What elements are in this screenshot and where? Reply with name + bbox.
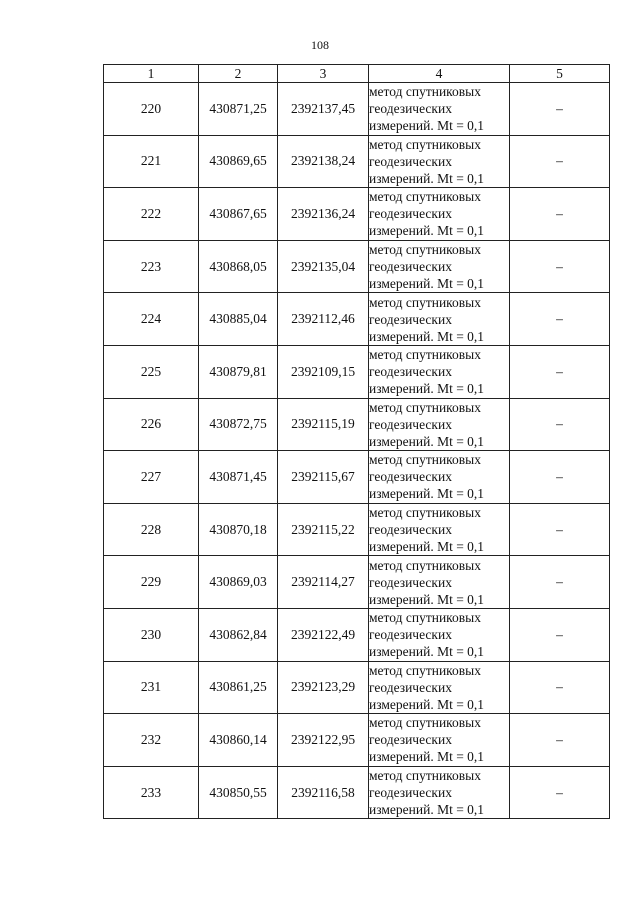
table-row: [104, 293, 610, 346]
point-number: 221: [104, 135, 199, 188]
coordinate-x: 430850,55: [199, 766, 278, 819]
method-line-3: измерений. Mt = 0,1: [369, 118, 485, 134]
method-line-2: геодезических: [369, 732, 452, 748]
coordinate-x: 430862,84: [199, 608, 278, 661]
table-row: [104, 503, 610, 556]
method-cell: [369, 608, 510, 661]
column-5-value: –: [510, 503, 610, 556]
column-5-value: –: [510, 661, 610, 714]
coordinate-y: 2392137,45: [278, 83, 369, 136]
table-row: [104, 661, 610, 714]
coordinate-y: 2392112,46: [278, 293, 369, 346]
point-number: 223: [104, 240, 199, 293]
method-line-3: измерений. Mt = 0,1: [369, 749, 485, 765]
table-row: [104, 556, 610, 609]
point-number: 229: [104, 556, 199, 609]
point-number: 224: [104, 293, 199, 346]
table-row: [104, 135, 610, 188]
point-number: 226: [104, 398, 199, 451]
column-5-value: –: [510, 608, 610, 661]
method-line-1: метод спутниковых: [369, 84, 481, 100]
point-number: 231: [104, 661, 199, 714]
coordinate-y: 2392115,19: [278, 398, 369, 451]
method-cell: [369, 661, 510, 714]
method-cell: [369, 293, 510, 346]
method-cell: [369, 345, 510, 398]
point-number: 225: [104, 345, 199, 398]
coordinate-y: 2392138,24: [278, 135, 369, 188]
coordinate-x: 430868,05: [199, 240, 278, 293]
coordinate-y: 2392116,58: [278, 766, 369, 819]
table-row: [104, 345, 610, 398]
coordinate-y: 2392115,67: [278, 451, 369, 504]
point-number: 230: [104, 608, 199, 661]
method-line-3: измерений. Mt = 0,1: [369, 696, 485, 712]
coordinate-x: 430861,25: [199, 661, 278, 714]
coordinate-y: 2392114,27: [278, 556, 369, 609]
point-number: 232: [104, 714, 199, 767]
table-row: [104, 608, 610, 661]
method-line-2: геодезических: [369, 679, 452, 695]
method-line-2: геодезических: [369, 522, 452, 538]
method-line-2: геодезических: [369, 785, 452, 801]
method-line-2: геодезических: [369, 364, 452, 380]
table-header-row: [104, 65, 610, 83]
point-number: 222: [104, 188, 199, 241]
column-5-value: –: [510, 556, 610, 609]
coordinate-x: 430869,65: [199, 135, 278, 188]
method-cell: [369, 188, 510, 241]
table-row: [104, 188, 610, 241]
point-number: 233: [104, 766, 199, 819]
method-line-1: метод спутниковых: [369, 662, 481, 678]
point-number: 220: [104, 83, 199, 136]
coordinate-y: 2392122,95: [278, 714, 369, 767]
coordinate-x: 430885,04: [199, 293, 278, 346]
method-cell: [369, 135, 510, 188]
point-number: 228: [104, 503, 199, 556]
method-line-1: метод спутниковых: [369, 136, 481, 152]
column-header-4: 4: [369, 65, 510, 83]
method-line-3: измерений. Mt = 0,1: [369, 170, 485, 186]
method-line-2: геодезических: [369, 206, 452, 222]
method-cell: [369, 398, 510, 451]
column-5-value: –: [510, 451, 610, 504]
column-header-1: 1: [104, 65, 199, 83]
method-line-1: метод спутниковых: [369, 768, 481, 784]
column-5-value: –: [510, 398, 610, 451]
method-cell: [369, 766, 510, 819]
method-line-3: измерений. Mt = 0,1: [369, 276, 485, 292]
method-line-3: измерений. Mt = 0,1: [369, 591, 485, 607]
column-5-value: –: [510, 240, 610, 293]
column-5-value: –: [510, 83, 610, 136]
method-line-1: метод спутниковых: [369, 347, 481, 363]
method-line-3: измерений. Mt = 0,1: [369, 644, 485, 660]
table-row: [104, 398, 610, 451]
coordinate-x: 430879,81: [199, 345, 278, 398]
method-line-3: измерений. Mt = 0,1: [369, 539, 485, 555]
table-row: [104, 766, 610, 819]
coordinate-y: 2392115,22: [278, 503, 369, 556]
coordinate-x: 430860,14: [199, 714, 278, 767]
column-5-value: –: [510, 135, 610, 188]
method-line-1: метод спутниковых: [369, 715, 481, 731]
method-line-3: измерений. Mt = 0,1: [369, 802, 485, 818]
coordinate-y: 2392123,29: [278, 661, 369, 714]
column-5-value: –: [510, 188, 610, 241]
method-cell: [369, 714, 510, 767]
table-row: [104, 714, 610, 767]
table-row: [104, 240, 610, 293]
method-line-1: метод спутниковых: [369, 557, 481, 573]
method-line-2: геодезических: [369, 311, 452, 327]
method-line-2: геодезических: [369, 153, 452, 169]
method-cell: [369, 503, 510, 556]
table-row: [104, 451, 610, 504]
column-5-value: –: [510, 293, 610, 346]
coordinate-x: 430870,18: [199, 503, 278, 556]
page-number: 108: [311, 38, 329, 52]
column-5-value: –: [510, 766, 610, 819]
coordinate-y: 2392135,04: [278, 240, 369, 293]
method-cell: [369, 556, 510, 609]
method-line-3: измерений. Mt = 0,1: [369, 486, 485, 502]
method-line-2: геодезических: [369, 469, 452, 485]
method-line-2: геодезических: [369, 259, 452, 275]
coordinate-y: 2392136,24: [278, 188, 369, 241]
method-line-1: метод спутниковых: [369, 505, 481, 521]
method-line-2: геодезических: [369, 416, 452, 432]
method-cell: [369, 83, 510, 136]
method-line-3: измерений. Mt = 0,1: [369, 223, 485, 239]
coordinate-x: 430872,75: [199, 398, 278, 451]
column-5-value: –: [510, 345, 610, 398]
coordinate-x: 430871,45: [199, 451, 278, 504]
column-5-value: –: [510, 714, 610, 767]
coordinates-table: [103, 64, 610, 819]
column-header-2: 2: [199, 65, 278, 83]
coordinate-x: 430869,03: [199, 556, 278, 609]
method-line-2: геодезических: [369, 574, 452, 590]
column-header-3: 3: [278, 65, 369, 83]
method-line-1: метод спутниковых: [369, 610, 481, 626]
method-cell: [369, 240, 510, 293]
method-line-2: геодезических: [369, 627, 452, 643]
coordinate-y: 2392122,49: [278, 608, 369, 661]
method-line-1: метод спутниковых: [369, 399, 481, 415]
point-number: 227: [104, 451, 199, 504]
method-line-1: метод спутниковых: [369, 189, 481, 205]
method-line-1: метод спутниковых: [369, 452, 481, 468]
method-line-3: измерений. Mt = 0,1: [369, 381, 485, 397]
method-line-3: измерений. Mt = 0,1: [369, 433, 485, 449]
method-line-2: геодезических: [369, 101, 452, 117]
coordinate-x: 430867,65: [199, 188, 278, 241]
column-header-5: 5: [510, 65, 610, 83]
method-line-3: измерений. Mt = 0,1: [369, 328, 485, 344]
method-cell: [369, 451, 510, 504]
table-row: [104, 83, 610, 136]
coordinate-x: 430871,25: [199, 83, 278, 136]
method-line-1: метод спутниковых: [369, 242, 481, 258]
coordinate-y: 2392109,15: [278, 345, 369, 398]
method-line-1: метод спутниковых: [369, 294, 481, 310]
